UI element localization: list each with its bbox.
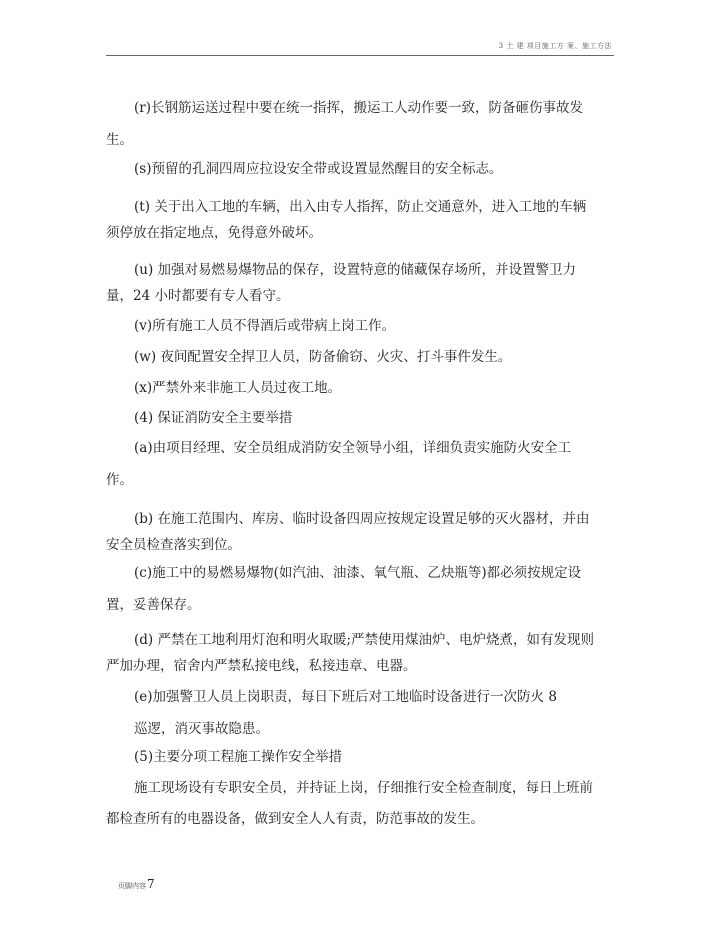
paragraph-line: 都检查所有的电器设备，做到安全人人有责，防范事故的发生。	[106, 811, 484, 827]
paragraph-line: (e)加强警卫人员上岗职责，每日下班后对工地临时设备进行一次防火 8	[134, 689, 557, 705]
paragraph-line: (x)严禁外来非施工人员过夜工地。	[134, 380, 342, 396]
paragraph-line: (s)预留的孔洞四周应拉设安全带或设置显然醒目的安全标志。	[134, 161, 503, 177]
paragraph-v	[106, 313, 616, 339]
paragraph-line: 施工现场设有专职安全员，并持证上岗，仔细推行安全检查制度，每日上班前	[134, 780, 593, 796]
paragraph-e	[106, 684, 616, 742]
page-footer	[118, 877, 155, 891]
paragraph-line: 生。	[106, 132, 133, 148]
paragraph-s	[106, 156, 616, 182]
paragraph-line: 作。	[106, 472, 133, 488]
section-heading-5	[106, 744, 616, 770]
paragraph-u	[106, 257, 616, 309]
paragraph-x	[106, 375, 616, 401]
paragraph-b	[106, 506, 616, 558]
footer-label: 页脚内容	[118, 882, 146, 890]
paragraph-line: 置，妥善保存。	[106, 597, 201, 613]
paragraph-line: (t) 关于出入工地的车辆，出入由专人指挥，防止交通意外，进入工地的车辆	[134, 199, 587, 215]
paragraph-c	[106, 560, 616, 618]
paragraph-line: (a)由项目经理、安全员组成消防安全领导小组，详细负责实施防火安全工	[134, 440, 572, 456]
paragraph-line: (u) 加强对易燃易爆物品的保存，设置特意的储藏保存场所，并设置警卫力	[134, 262, 577, 278]
paragraph-line: (w) 夜间配置安全捍卫人员，防备偷窃、火灾、打斗事件发生。	[134, 349, 512, 365]
paragraph-a	[106, 435, 616, 493]
header-divider	[106, 55, 614, 56]
page-header: 3 土 建 项目施工方 案、施工方法	[498, 42, 612, 50]
paragraph-line: 巡逻，消灭事故隐患。	[134, 721, 269, 737]
paragraph-line: 严加办理，宿舍内严禁私接电线，私接违章、电器。	[106, 658, 417, 674]
paragraph-line: (5)主要分项工程施工操作安全举措	[134, 749, 343, 765]
paragraph-line: (r)长钢筋运送过程中要在统一指挥，搬运工人动作要一致，防备砸伤事故发	[134, 100, 583, 116]
paragraph-w	[106, 344, 616, 370]
paragraph-line: (d) 严禁在工地利用灯泡和明火取暖;严禁使用煤油炉、电炉烧煮，如有发现则	[134, 632, 595, 648]
paragraph-line: 量，24 小时都要有专人看守。	[106, 288, 290, 304]
paragraph-d	[106, 627, 616, 679]
section-heading-4	[106, 405, 616, 431]
paragraph-line: 安全员检查落实到位。	[106, 537, 241, 553]
paragraph-line: (c)施工中的易燃易爆物(如汽油、油漆、氧气瓶、乙炔瓶等)都必须按规定设	[134, 565, 582, 581]
paragraph-t	[106, 194, 616, 246]
paragraph-line: (v)所有施工人员不得酒后或带病上岗工作。	[134, 318, 396, 334]
paragraph-safety-officer	[106, 775, 616, 832]
page-number: 7	[147, 877, 155, 891]
paragraph-line: (b) 在施工范围内、库房、临时设备四周应按规定设置足够的灭火器材，并由	[134, 511, 590, 527]
paragraph-line: (4) 保证消防安全主要举措	[134, 410, 293, 426]
paragraph-r	[106, 95, 616, 153]
paragraph-line: 须停放在指定地点，免得意外破坏。	[106, 225, 322, 241]
